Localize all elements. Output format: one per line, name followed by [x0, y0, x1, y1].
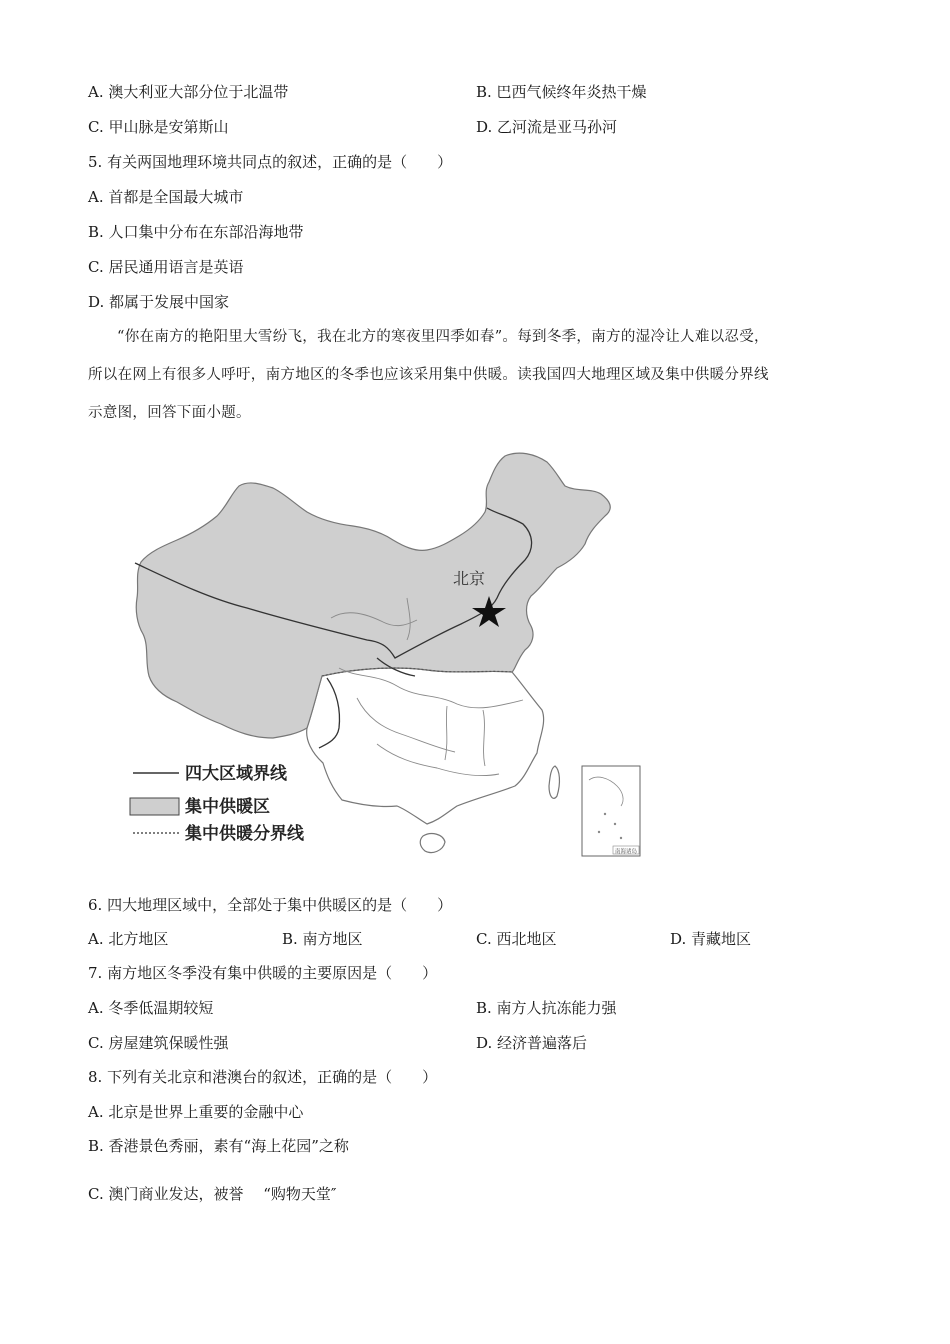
legend-heating-swatch: [130, 798, 179, 815]
passage-line-2: 所以在网上有很多人呼吁，南方地区的冬季也应该采用集中供暖。读我国四大地理区域及集中供暖分界线: [88, 367, 769, 383]
q5-stem: 5. 有关两国地理环境共同点的叙述，正确的是（ ）: [88, 153, 453, 171]
q7-stem: 7. 南方地区冬季没有集中供暖的主要原因是（ ）: [88, 964, 438, 982]
q7-option-c: C. 房屋建筑保暖性强: [88, 1034, 229, 1052]
q4-option-b: B. 巴西气候终年炎热干燥: [476, 83, 647, 101]
legend-heating-label: 集中供暖区: [185, 797, 270, 817]
q8-option-c: C. 澳门商业发达，被誉 “购物天堂″: [88, 1185, 337, 1203]
reading-passage: [88, 318, 868, 432]
passage-line-3: 示意图，回答下面小题。: [88, 405, 251, 421]
beijing-label: 北京: [453, 569, 486, 588]
q5-option-c: C. 居民通用语言是英语: [88, 258, 244, 276]
inset-island-1: [604, 813, 606, 815]
q4-option-a: A. 澳大利亚大部分位于北温带: [88, 83, 289, 101]
q6-option-b: B. 南方地区: [282, 930, 363, 948]
south-china-sea-inset: [582, 766, 640, 856]
q6-option-a: A. 北方地区: [88, 930, 169, 948]
q6-option-c: C. 西北地区: [476, 930, 557, 948]
q8-stem: 8. 下列有关北京和港澳台的叙述，正确的是（ ）: [88, 1068, 438, 1086]
q5-option-a: A. 首都是全国最大城市: [88, 188, 244, 206]
q4-option-c: C. 甲山脉是安第斯山: [88, 118, 229, 136]
q8-option-a: A. 北京是世界上重要的金融中心: [88, 1103, 304, 1121]
inset-island-2: [614, 823, 616, 825]
q7-option-a: A. 冬季低温期较短: [88, 999, 214, 1017]
q4-option-d: D. 乙河流是亚马孙河: [476, 118, 618, 136]
q7-option-b: B. 南方人抗冻能力强: [476, 999, 617, 1017]
inset-island-3: [598, 831, 600, 833]
q8-option-b: B. 香港景色秀丽，素有“海上花园”之称: [88, 1137, 349, 1155]
q5-option-d: D. 都属于发展中国家: [88, 293, 230, 311]
q7-option-d: D. 经济普遍落后: [476, 1034, 588, 1052]
inset-label: 南海诸岛: [615, 849, 638, 855]
south-region-shape: [307, 668, 544, 824]
passage-line-1: “你在南方的艳阳里大雪纷飞，我在北方的寒夜里四季如春”。每到冬季，南方的湿冷让人难以忍受，: [117, 329, 769, 345]
q6-option-d: D. 青藏地区: [670, 930, 752, 948]
q5-option-b: B. 人口集中分布在东部沿海地带: [88, 223, 304, 241]
china-heating-map: [127, 448, 647, 860]
legend-boundary-label: 四大区域界线: [185, 764, 287, 784]
taiwan-shape: [549, 766, 559, 798]
q6-stem: 6. 四大地理区域中，全部处于集中供暖区的是（ ）: [88, 896, 453, 914]
inset-island-4: [620, 837, 622, 839]
hainan-shape: [420, 834, 445, 853]
legend-heating-line-label: 集中供暖分界线: [185, 824, 304, 844]
